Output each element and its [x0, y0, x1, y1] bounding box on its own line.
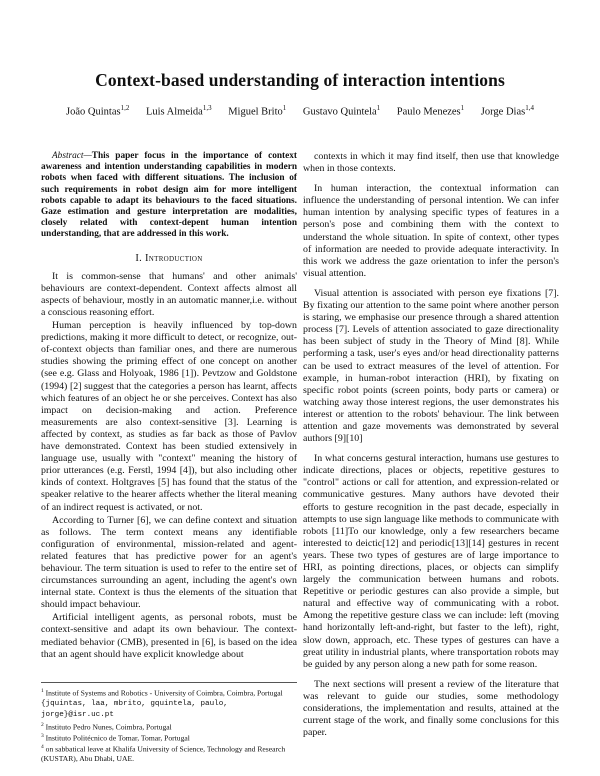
- footnote: [41, 743, 297, 763]
- author-name: Miguel Brito: [228, 106, 283, 118]
- footnote-text: Institute of Systems and Robotics - University of Coimbra, Coimbra, Portugal: [45, 688, 283, 698]
- author-list: [30, 104, 570, 118]
- author-affiliation: 1: [282, 104, 287, 112]
- footnote-emails: {jquintas, laa, mbrito, gquintela, paulo, jorge}@isr.uc.pt: [41, 699, 228, 720]
- footnote-text: Instituto Politécnico de Tomar, Tomar, Portugal: [45, 733, 190, 743]
- footnote: [41, 732, 297, 743]
- footnotes: [41, 682, 297, 763]
- paragraph: Visual attention is associated with person eye fixations [7]. By fixating our attention to the same point where another person is staring, we emphasise our presence through a shared attention process [7]. Levels of attention associated to gaze directionality has been subject of study in the Theory of Mind [8]. While performing a task, user's eyes and/or head directionality patterns can be used to extract measures of the level of attention. For example, in human-robot interaction (HRI), by fixating on specific robot points (screen points, body parts or camera) or watching away those interest regions, the user demonstrates his interest or attention to the robots' behaviour. The link between attention and gaze movements was demonstrated by several authors [9][10]: [303, 287, 559, 445]
- paragraph: In what concerns gestural interaction, humans use gestures to indicate directions, places or objects, repetitive gestures to "control" actions or call for attention, and expression-related or communicative gestures. Many authors have devoted their efforts to gesture recognition in the past decade, especially in attempts to use sign language like methods to communicate with robots [11]To our knowledge, only a few researchers became interested to deictic[12] and periodic[13][14] gestures in recent years. These two types of gestures are of large importance to HRI, as pointing directions, places, or objects can simplify largely the communication between humans and robots. Repetitive or periodic gestures can also provide a simple, but natural and effective way of communicating with a robot. Among the repetitive gesture class we can include: left (moving hand horizontally left-and-right, but faster to the left), right, slow down, approach, etc. These types of gestures can have a great utility in industrial plants, where transportation robots may be guided by any person along a new path for some reason.: [303, 453, 559, 670]
- footnote-text: Instituto Pedro Nunes, Coimbra, Portugal: [45, 722, 172, 732]
- abstract: [41, 151, 297, 241]
- paragraph: Human perception is heavily influenced by top-down predictions, making it more difficult to detect, or recognize, out-of-context objects than familiar ones, and there are numerous studies showing the priming effect of one concept on another (see e.g. Glass and Holyoak, 1986 [1]). Pevtzow and Goldstone (1994) [2] suggest that the categories a person has learnt, affects which features of an object he or she perceives. Context has also impact on decision-making and action. Preference measurements are also context-sensitive [3]. Learning is affected by context, as studies as far back as those of Pavlov have demonstrated. Context has been studied extensively in language use, usually with "context" meaning the history of prior utterances (e.g. Ferstl, 1994 [4]), but also including other kinds of context. Holtgraves [5] has found that the status of the speaker relative to the hearer affects whether the literal meaning of an indirect request is activated, or not.: [41, 320, 297, 513]
- footnote-mark: 2: [41, 721, 44, 728]
- author-affiliation: 1,3: [202, 104, 212, 112]
- section-heading-introduction: I. Introduction: [135, 252, 203, 264]
- paragraph: Artificial intelligent agents, as personal robots, must be context-sensitive and adapt its own behaviour. The context-mediated behavior (CMB), presented in [6], is based on the idea that an agent should have explicit knowledge about: [41, 612, 297, 660]
- paragraph: The next sections will present a review of the literature that was relevant to guide our studies, some methodology considerations, the implementation and results, attained at the current stage of the work, and finally some conclusions for this paper.: [303, 678, 559, 739]
- left-column: [41, 151, 297, 661]
- footnote-mark: 3: [41, 732, 44, 739]
- paragraph: contexts in which it may find itself, then use that knowledge when in those contexts.: [303, 151, 559, 175]
- author-name: Gustavo Quintela: [302, 106, 377, 118]
- footnote-mark: 1: [41, 688, 44, 694]
- paragraph: It is common-sense that humans' and other animals' behaviours are context-dependent. Context affects almost all aspects of behaviour, mostly in an automatic manner,i.e. without a conscious reasoning effort.: [41, 270, 297, 318]
- author-name: Paulo Menezes: [396, 106, 461, 118]
- footnote: [41, 721, 297, 732]
- author-name: Luis Almeida: [145, 106, 203, 118]
- author: [481, 104, 534, 118]
- author-name: Jorge Dias: [480, 106, 526, 118]
- author-affiliation: 1: [460, 104, 465, 112]
- right-column: [303, 151, 559, 739]
- author: [303, 104, 380, 118]
- author: [228, 104, 286, 118]
- footnote: [41, 687, 297, 721]
- author-affiliation: 1,4: [525, 104, 534, 112]
- footnote-text: on sabbatical leave at Khalifa University of Science, Technology and Research (KUSTAR), Abu Dhabi, UAE.: [41, 744, 286, 763]
- abstract-text: This paper focus in the importance of context awareness and intention understanding capabilities in modern robots when faced with different situations. The inclusion of such requirements in robot design aim for more intelligent robots capable to adapt its behaviours to the faced situations. Gaze estimation and gesture interpretation are modalities, closely related with context-depent human intention understanding, that are addressed in this work.: [41, 151, 297, 240]
- author: [66, 104, 129, 118]
- author-name: João Quintas: [66, 106, 121, 118]
- abstract-lead: Abstract—: [52, 151, 92, 161]
- author-affiliation: 1: [376, 104, 381, 112]
- paragraph: In human interaction, the contextual information can influence the understanding of personal intention. We can infer human intention by analysing specific types of features in a person's pose and combining them with the context to understand the whole situation. In spite of context, other types of information are needed to provide adequate interactivity. In this work we address the gaze orientation to infer the person's visual attention.: [303, 183, 559, 279]
- author: [146, 104, 212, 118]
- author: [397, 104, 464, 118]
- author-affiliation: 1,2: [120, 104, 130, 112]
- paragraph: According to Turner [6], we can define context and situation as follows. The term context means any identifiable configuration of environmental, mission-related and agent-related features that has predictive power for an agent's behaviour. The term situation is used to refer to the entire set of circumstances surrounding an agent, including the agent's own internal state. Context is thus the elements of the situation that should impact behaviour.: [41, 514, 297, 611]
- paper-title: Context-based understanding of interaction intentions: [95, 70, 505, 90]
- footnote-mark: 4: [41, 743, 44, 750]
